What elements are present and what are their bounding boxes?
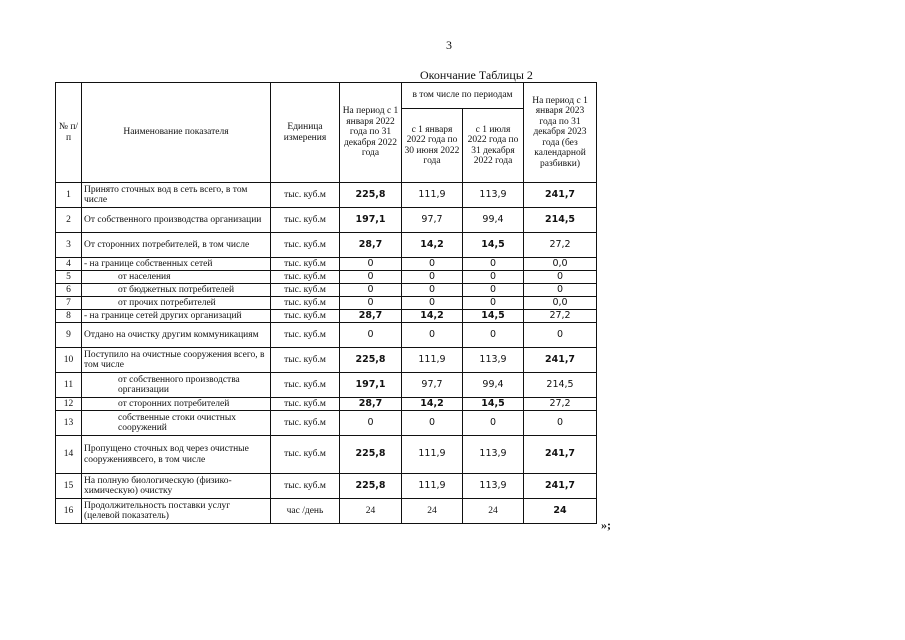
row-name: от населения bbox=[82, 271, 271, 284]
row-unit: тыс. куб.м bbox=[271, 323, 340, 348]
row-unit: тыс. куб.м bbox=[271, 373, 340, 398]
row-value-2022: 0 bbox=[340, 323, 402, 348]
row-unit: тыс. куб.м bbox=[271, 398, 340, 411]
data-table bbox=[55, 82, 597, 524]
row-value-half1: 0 bbox=[402, 258, 463, 271]
row-value-half2: 0 bbox=[463, 411, 524, 436]
row-value-2022: 225,8 bbox=[340, 474, 402, 499]
row-value-2022: 0 bbox=[340, 284, 402, 297]
row-name: От сторонних потребителей, в том числе bbox=[82, 233, 271, 258]
row-value-2022: 197,1 bbox=[340, 208, 402, 233]
row-num: 1 bbox=[56, 183, 82, 208]
row-name: от сторонних потребителей bbox=[82, 398, 271, 411]
row-value-2022: 28,7 bbox=[340, 310, 402, 323]
row-name: Пропущено сточных вод через очистные сооружениявсего, в том числе bbox=[82, 436, 271, 474]
row-unit: час /день bbox=[271, 499, 340, 524]
row-name: собственные стоки очистных сооружений bbox=[82, 411, 271, 436]
row-unit: тыс. куб.м bbox=[271, 436, 340, 474]
row-value-half2: 24 bbox=[463, 499, 524, 524]
row-value-2023: 27,2 bbox=[524, 233, 597, 258]
header-half2: с 1 июля 2022 года по 31 декабря 2022 года bbox=[463, 109, 524, 183]
table-row bbox=[56, 297, 597, 310]
row-value-2022: 225,8 bbox=[340, 183, 402, 208]
row-value-2022: 28,7 bbox=[340, 398, 402, 411]
row-name: от собственного производства организации bbox=[82, 373, 271, 398]
row-num: 13 bbox=[56, 411, 82, 436]
row-value-2023: 27,2 bbox=[524, 398, 597, 411]
row-num: 7 bbox=[56, 297, 82, 310]
row-name: Отдано на очистку другим коммуникациям bbox=[82, 323, 271, 348]
row-value-2022: 24 bbox=[340, 499, 402, 524]
row-value-half1: 14,2 bbox=[402, 233, 463, 258]
table-row bbox=[56, 310, 597, 323]
row-num: 16 bbox=[56, 499, 82, 524]
row-value-half1: 111,9 bbox=[402, 183, 463, 208]
row-num: 12 bbox=[56, 398, 82, 411]
row-value-2022: 225,8 bbox=[340, 348, 402, 373]
table-row bbox=[56, 208, 597, 233]
row-unit: тыс. куб.м bbox=[271, 310, 340, 323]
row-value-half2: 0 bbox=[463, 271, 524, 284]
row-name: Поступило на очистные сооружения всего, в том числе bbox=[82, 348, 271, 373]
row-unit: тыс. куб.м bbox=[271, 297, 340, 310]
row-value-half2: 113,9 bbox=[463, 348, 524, 373]
row-value-2023: 0,0 bbox=[524, 297, 597, 310]
table-row bbox=[56, 436, 597, 474]
row-value-2022: 225,8 bbox=[340, 436, 402, 474]
row-value-half1: 111,9 bbox=[402, 474, 463, 499]
row-value-half2: 14,5 bbox=[463, 398, 524, 411]
row-num: 6 bbox=[56, 284, 82, 297]
table-row bbox=[56, 411, 597, 436]
row-value-half2: 0 bbox=[463, 297, 524, 310]
row-value-half1: 97,7 bbox=[402, 208, 463, 233]
row-unit: тыс. куб.м bbox=[271, 411, 340, 436]
row-value-half2: 14,5 bbox=[463, 310, 524, 323]
row-num: 3 bbox=[56, 233, 82, 258]
row-num: 10 bbox=[56, 348, 82, 373]
row-unit: тыс. куб.м bbox=[271, 474, 340, 499]
row-value-half1: 0 bbox=[402, 411, 463, 436]
header-name: Наименование показателя bbox=[82, 83, 271, 183]
row-value-2022: 0 bbox=[340, 411, 402, 436]
table-row bbox=[56, 183, 597, 208]
table-row bbox=[56, 499, 597, 524]
row-value-half2: 0 bbox=[463, 284, 524, 297]
row-name: На полную биологическую (физико-химическую) очистку bbox=[82, 474, 271, 499]
row-num: 5 bbox=[56, 271, 82, 284]
table-row bbox=[56, 373, 597, 398]
row-name: от прочих потребителей bbox=[82, 297, 271, 310]
row-num: 11 bbox=[56, 373, 82, 398]
row-value-half1: 97,7 bbox=[402, 373, 463, 398]
header-unit: Единица измерения bbox=[271, 83, 340, 183]
header-subgroup: в том числе по периодам bbox=[402, 83, 524, 109]
row-value-2023: 0 bbox=[524, 284, 597, 297]
row-name: - на границе собственных сетей bbox=[82, 258, 271, 271]
row-value-2022: 28,7 bbox=[340, 233, 402, 258]
table-row bbox=[56, 348, 597, 373]
row-value-2023: 241,7 bbox=[524, 348, 597, 373]
row-value-half2: 14,5 bbox=[463, 233, 524, 258]
row-value-2022: 197,1 bbox=[340, 373, 402, 398]
row-value-half2: 99,4 bbox=[463, 208, 524, 233]
row-value-2023: 24 bbox=[524, 499, 597, 524]
table-row bbox=[56, 258, 597, 271]
row-value-half1: 111,9 bbox=[402, 348, 463, 373]
row-value-half1: 0 bbox=[402, 271, 463, 284]
row-unit: тыс. куб.м bbox=[271, 233, 340, 258]
row-num: 14 bbox=[56, 436, 82, 474]
row-name: Продолжительность поставки услуг (целевой показатель) bbox=[82, 499, 271, 524]
table-row bbox=[56, 271, 597, 284]
row-value-2023: 241,7 bbox=[524, 183, 597, 208]
row-name: От собственного производства организации bbox=[82, 208, 271, 233]
row-num: 15 bbox=[56, 474, 82, 499]
row-unit: тыс. куб.м bbox=[271, 208, 340, 233]
row-num: 4 bbox=[56, 258, 82, 271]
row-value-2022: 0 bbox=[340, 271, 402, 284]
row-value-half1: 14,2 bbox=[402, 310, 463, 323]
row-value-half1: 14,2 bbox=[402, 398, 463, 411]
row-value-2023: 241,7 bbox=[524, 474, 597, 499]
row-value-half1: 0 bbox=[402, 284, 463, 297]
row-value-half1: 111,9 bbox=[402, 436, 463, 474]
row-value-half2: 0 bbox=[463, 323, 524, 348]
row-unit: тыс. куб.м bbox=[271, 271, 340, 284]
row-unit: тыс. куб.м bbox=[271, 183, 340, 208]
row-name: - на границе сетей других организаций bbox=[82, 310, 271, 323]
table-row bbox=[56, 398, 597, 411]
header-num: № п/п bbox=[56, 83, 82, 183]
row-name: Принято сточных вод в сеть всего, в том числе bbox=[82, 183, 271, 208]
row-value-half1: 0 bbox=[402, 323, 463, 348]
closing-quote-mark: »; bbox=[601, 518, 611, 532]
row-num: 2 bbox=[56, 208, 82, 233]
row-value-2023: 0 bbox=[524, 271, 597, 284]
row-value-half1: 0 bbox=[402, 297, 463, 310]
row-unit: тыс. куб.м bbox=[271, 348, 340, 373]
row-value-2023: 27,2 bbox=[524, 310, 597, 323]
row-value-2023: 214,5 bbox=[524, 208, 597, 233]
table-row bbox=[56, 284, 597, 297]
row-value-2023: 0 bbox=[524, 323, 597, 348]
row-value-2023: 214,5 bbox=[524, 373, 597, 398]
row-unit: тыс. куб.м bbox=[271, 284, 340, 297]
table-row bbox=[56, 233, 597, 258]
row-name: от бюджетных потребителей bbox=[82, 284, 271, 297]
header-period-2023: На период с 1 января 2023 года по 31 декабря 2023 года (без календарной разбивки) bbox=[524, 83, 597, 183]
table-caption: Окончание Таблицы 2 bbox=[420, 68, 533, 82]
row-value-half1: 24 bbox=[402, 499, 463, 524]
row-value-half2: 99,4 bbox=[463, 373, 524, 398]
table-row bbox=[56, 323, 597, 348]
header-half1: с 1 января 2022 года по 30 июня 2022 года bbox=[402, 109, 463, 183]
row-value-half2: 113,9 bbox=[463, 183, 524, 208]
row-value-half2: 113,9 bbox=[463, 474, 524, 499]
row-num: 8 bbox=[56, 310, 82, 323]
page-number: 3 bbox=[446, 38, 452, 52]
header-period-2022: На период с 1 января 2022 года по 31 декабря 2022 года bbox=[340, 83, 402, 183]
row-value-2022: 0 bbox=[340, 258, 402, 271]
row-unit: тыс. куб.м bbox=[271, 258, 340, 271]
row-value-2022: 0 bbox=[340, 297, 402, 310]
row-num: 9 bbox=[56, 323, 82, 348]
row-value-half2: 0 bbox=[463, 258, 524, 271]
table-row bbox=[56, 474, 597, 499]
row-value-2023: 0,0 bbox=[524, 258, 597, 271]
row-value-2023: 0 bbox=[524, 411, 597, 436]
row-value-2023: 241,7 bbox=[524, 436, 597, 474]
row-value-half2: 113,9 bbox=[463, 436, 524, 474]
